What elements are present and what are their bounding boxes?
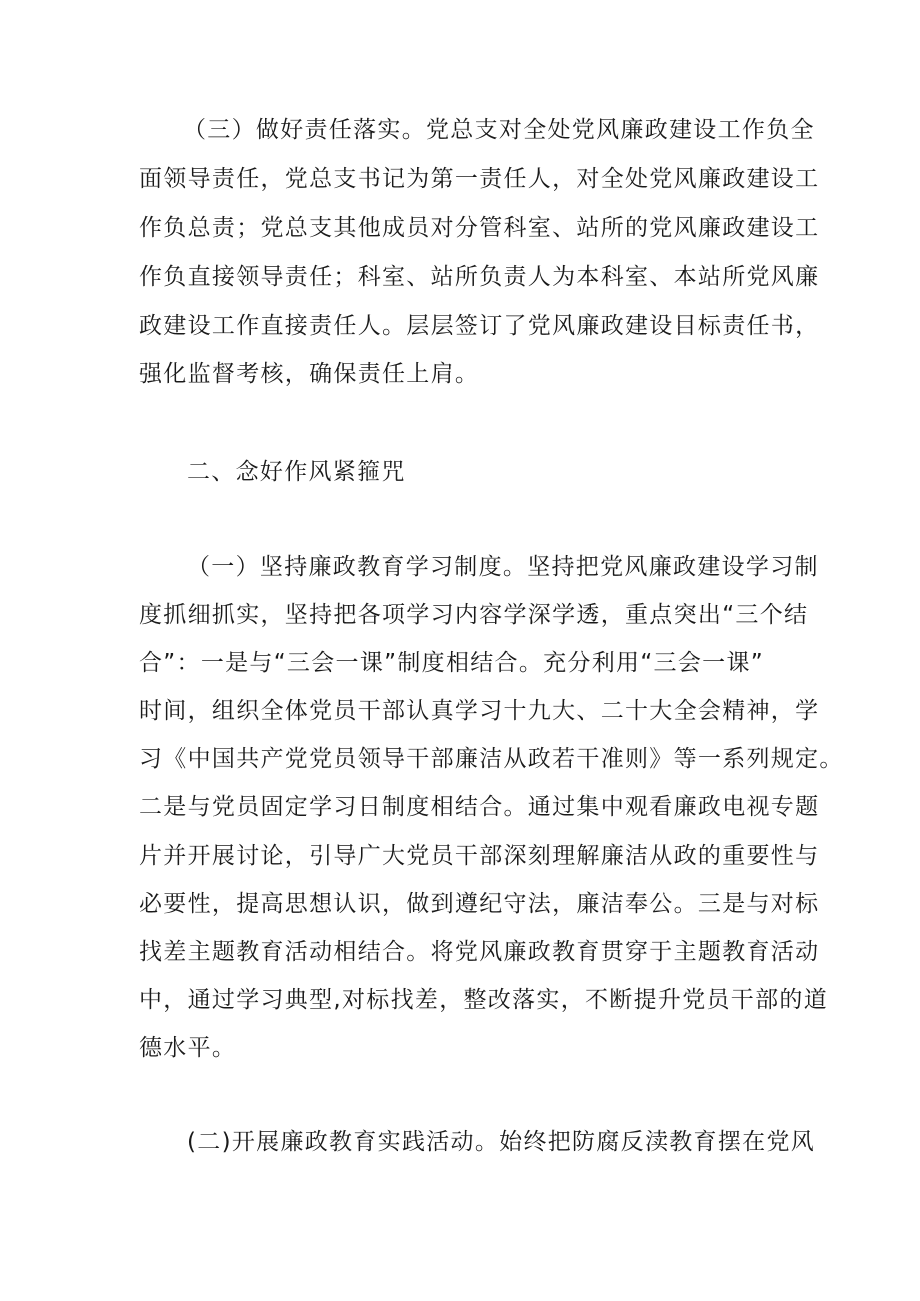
text-line: 政建设工作直接责任人。层层签订了党风廉政建设目标责任书， (139, 313, 820, 339)
text-line: （一）坚持廉政教育学习制度。坚持把党风廉政建设学习制 (187, 554, 819, 580)
text-line: 作负直接领导责任；科室、站所负责人为本科室、本站所党风廉 (139, 264, 820, 290)
text-line: 找差主题教育活动相结合。将党风廉政教育贯穿于主题教育活动 (139, 939, 820, 965)
section-heading: 二、念好作风紧箍咒 (187, 459, 406, 485)
text-line: （三）做好责任落实。党总支对全处党风廉政建设工作负全 (183, 117, 815, 143)
text-line: 度抓细抓实，坚持把各项学习内容学深学透，重点突出“三个结 (139, 602, 809, 628)
text-line: 合”：一是与“三会一课”制度相结合。充分利用“三会一课” (139, 650, 764, 676)
text-line: 强化监督考核，确保责任上肩。 (139, 361, 480, 387)
text-line: 中，通过学习典型,对标找差，整改落实，不断提升党员干部的道 (139, 987, 829, 1013)
text-line: 习《中国共产党党员领导干部廉洁从政若干准则》等一系列规定。 (139, 746, 844, 772)
text-line: (二)开展廉政教育实践活动。始终把防腐反渎教育摆在党风 (187, 1129, 816, 1155)
text-line: 时间，组织全体党员干部认真学习十九大、二十大全会精神，学 (139, 698, 820, 724)
text-line: 片并开展讨论，引导广大党员干部深刻理解廉洁从政的重要性与 (139, 843, 820, 869)
text-line: 面领导责任，党总支书记为第一责任人，对全处党风廉政建设工 (139, 166, 820, 192)
text-line: 德水平。 (139, 1035, 237, 1061)
text-line: 必要性，提高思想认识，做到遵纪守法，廉洁奉公。三是与对标 (139, 891, 820, 917)
text-line: 二是与党员固定学习日制度相结合。通过集中观看廉政电视专题 (139, 794, 820, 820)
text-line: 作负总责；党总支其他成员对分管科室、站所的党风廉政建设工 (139, 215, 820, 241)
